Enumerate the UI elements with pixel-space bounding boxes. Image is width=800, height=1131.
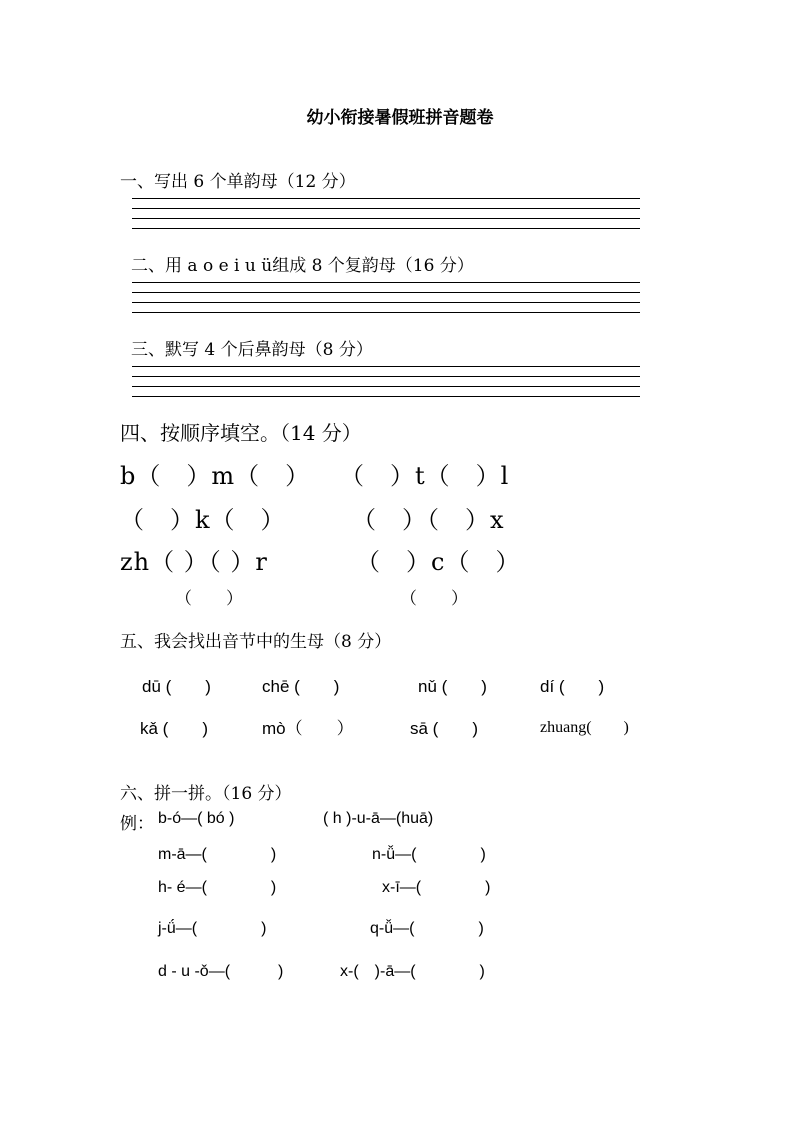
- syllable-item[interactable]: chē ( ): [262, 677, 340, 696]
- syllable-item[interactable]: zhuang( ): [540, 719, 629, 736]
- example-spelling: b-ó—( bó ): [158, 810, 235, 827]
- section-3-heading: 三、默写 4 个后鼻韵母（8 分）: [131, 340, 373, 360]
- fill-row-4b[interactable]: （ ）: [400, 589, 468, 609]
- example-label: 例：: [120, 814, 154, 834]
- fill-row-3b[interactable]: （ ）c（ ）: [356, 548, 521, 576]
- answer-line[interactable]: [132, 282, 640, 283]
- answer-line[interactable]: [132, 366, 640, 367]
- fill-row-4a[interactable]: （ ）: [175, 589, 243, 609]
- spell-item[interactable]: x-( )-ā—( ): [340, 963, 485, 980]
- section-5-heading: 五、我会找出音节中的生母（8 分）: [120, 632, 392, 652]
- syllable-item[interactable]: dí ( ): [540, 677, 605, 696]
- answer-line[interactable]: [132, 302, 640, 303]
- fill-row-1a[interactable]: b（ ）m（ ）: [120, 462, 311, 490]
- answer-line[interactable]: [132, 376, 640, 377]
- answer-line[interactable]: [132, 312, 640, 313]
- answer-line[interactable]: [132, 386, 640, 387]
- syllable-item[interactable]: dū ( ): [142, 677, 211, 696]
- answer-line[interactable]: [132, 198, 640, 199]
- spell-item[interactable]: h- é—( ): [158, 879, 277, 896]
- spell-item[interactable]: n-ǚ—( ): [372, 846, 486, 863]
- spell-item[interactable]: q-ǚ—( ): [370, 920, 484, 937]
- answer-line[interactable]: [132, 228, 640, 229]
- spell-item[interactable]: d - u -ǒ—( ): [158, 963, 284, 980]
- syllable-item[interactable]: mò（ ）: [262, 719, 354, 738]
- section-4-heading: 四、按顺序填空。（14 分）: [120, 421, 362, 445]
- syllable-item[interactable]: nǔ ( ): [418, 677, 487, 696]
- fill-row-2a[interactable]: （ ）k（ ）: [120, 506, 286, 534]
- syllable-item[interactable]: kǎ ( ): [140, 719, 208, 738]
- page-title: 幼小衔接暑假班拼音题卷: [306, 108, 494, 128]
- example-spelling: ( h )-u-ā—(huā): [323, 810, 434, 827]
- spell-item[interactable]: x-ī—( ): [382, 879, 491, 896]
- fill-row-1b[interactable]: （ ）t（ ）l: [340, 462, 510, 490]
- section-2-heading: 二、用 a o e i u ü组成 8 个复韵母（16 分）: [131, 256, 474, 276]
- section-1-heading: 一、写出 6 个单韵母（12 分）: [120, 172, 356, 192]
- fill-row-2b[interactable]: （ ）（ ）x: [352, 506, 505, 534]
- answer-line[interactable]: [132, 396, 640, 397]
- fill-row-3a[interactable]: zh（ ）（ ）r: [120, 548, 268, 576]
- syllable-item[interactable]: sā ( ): [410, 719, 478, 738]
- answer-line[interactable]: [132, 208, 640, 209]
- spell-item[interactable]: j-ǘ—( ): [158, 920, 267, 937]
- spell-item[interactable]: m-ā—( ): [158, 846, 277, 863]
- section-6-heading: 六、拼一拼。（16 分）: [120, 784, 292, 804]
- answer-line[interactable]: [132, 218, 640, 219]
- answer-line[interactable]: [132, 292, 640, 293]
